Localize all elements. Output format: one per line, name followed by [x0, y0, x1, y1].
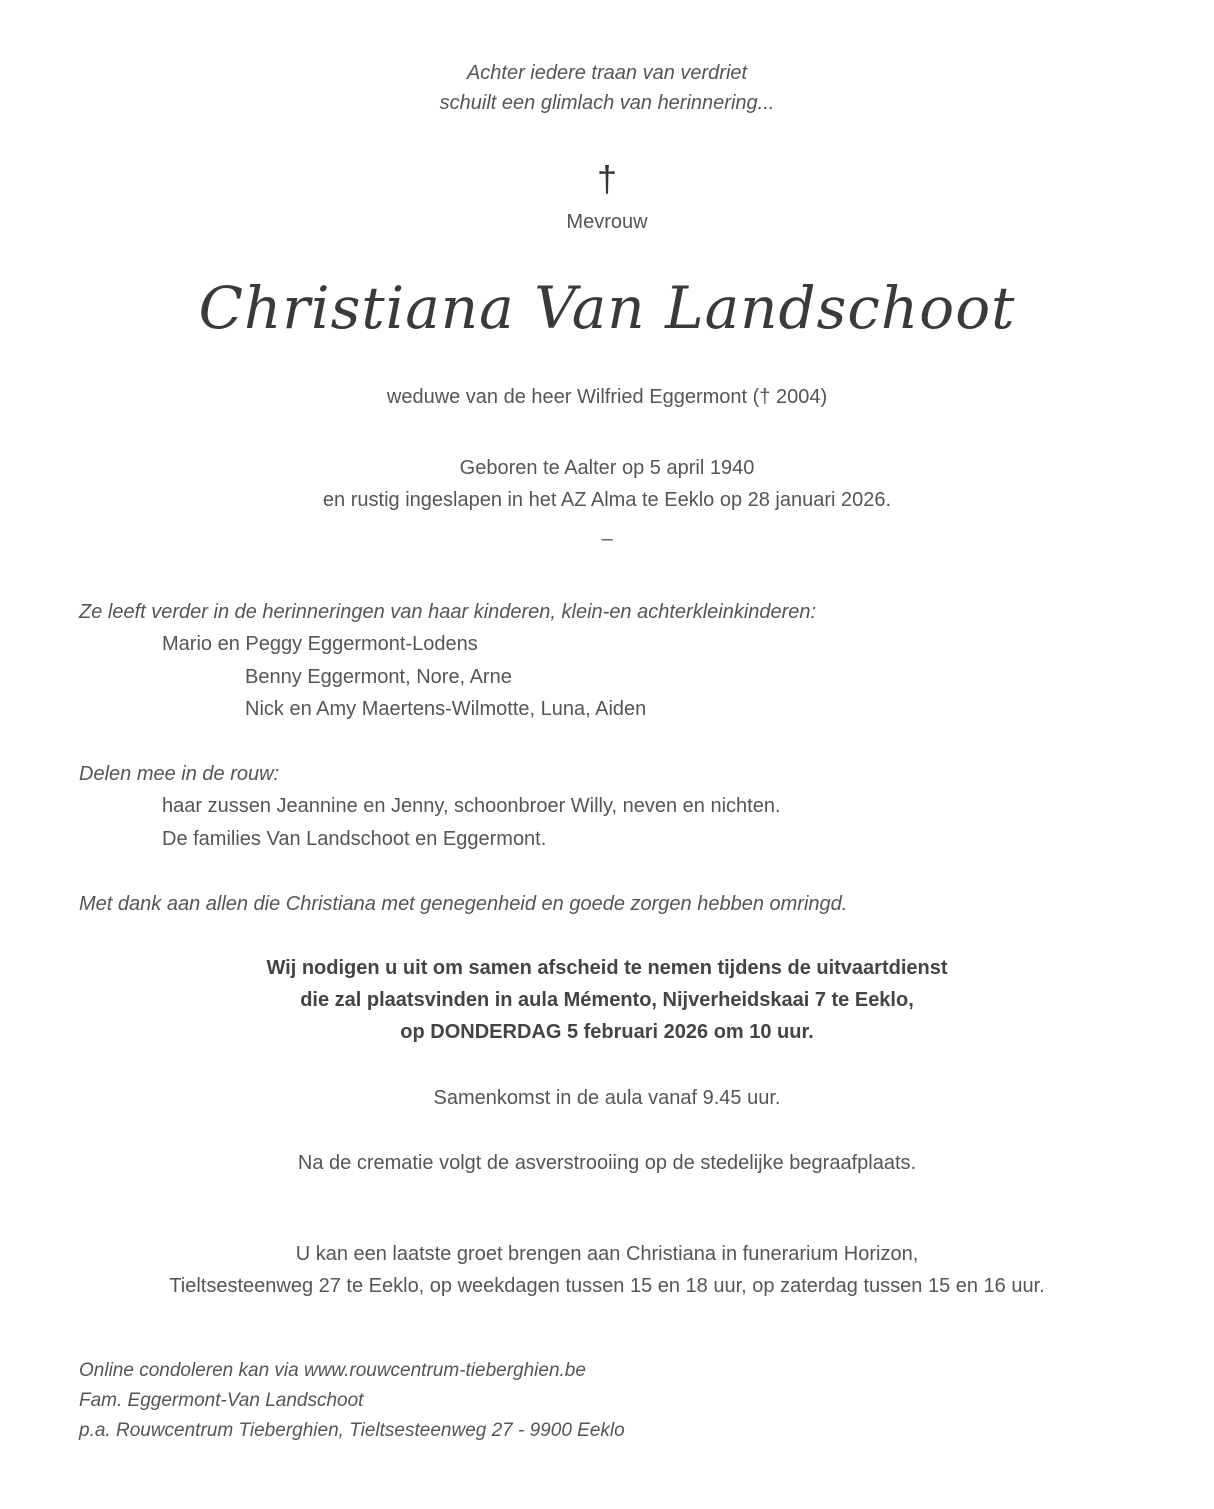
- footer: [79, 1356, 625, 1446]
- child-line: Mario en Peggy Eggermont-Lodens: [162, 633, 478, 655]
- birth-line: Geboren te Aalter op 5 april 1940: [459, 457, 755, 479]
- family-line: Fam. Eggermont-Van Landschoot: [79, 1390, 364, 1411]
- widow-line: weduwe van de heer Wilfried Eggermont († 2004): [386, 386, 828, 408]
- quote-line: Achter iedere traan van verdriet: [466, 62, 748, 84]
- thanks-line: Met dank aan allen die Christiana met genegenheid en goede zorgen hebben omringd.: [79, 893, 848, 915]
- death-line: en rustig ingeslapen in het AZ Alma te Eeklo op 28 januari 2026.: [322, 489, 892, 511]
- condolence-line: Online condoleren kan via www.rouwcentrum-tieberghien.be: [79, 1360, 586, 1381]
- mourning-heading: Delen mee in de rouw:: [79, 763, 280, 785]
- cremation-info: Na de crematie volgt de asverstrooiing op de stedelijke begraafplaats.: [297, 1152, 917, 1174]
- address-line: p.a. Rouwcentrum Tieberghien, Tieltsesteenweg 27 - 9900 Eeklo: [79, 1420, 625, 1441]
- visit-line: U kan een laatste groet brengen aan Christiana in funerarium Horizon,: [295, 1243, 919, 1265]
- quote-line: schuilt een glimlach van herinnering...: [439, 92, 775, 114]
- memories-heading: Ze leeft verder in de herinneringen van haar kinderen, klein-en achterkleinkinderen:: [79, 601, 817, 623]
- invitation-line: op DONDERDAG 5 februari 2026 om 10 uur.: [400, 1021, 814, 1043]
- visit-line: Tieltsesteenweg 27 te Eeklo, op weekdagen tussen 15 en 18 uur, op zaterdag tussen 15 en 16 uur.: [169, 1275, 1045, 1297]
- cross-icon: †: [596, 158, 618, 199]
- separator: –: [601, 528, 613, 550]
- deceased-name: Christiana Van Landschoot: [198, 274, 1016, 342]
- invitation-line: die zal plaatsvinden in aula Mémento, Nijverheidskaai 7 te Eeklo,: [300, 989, 914, 1011]
- mourning-line: haar zussen Jeannine en Jenny, schoonbroer Willy, neven en nichten.: [162, 795, 781, 817]
- birth-death-info: [0, 452, 1214, 516]
- opening-quote: [0, 58, 1214, 118]
- gathering-info: Samenkomst in de aula vanaf 9.45 uur.: [433, 1087, 781, 1109]
- invitation-line: Wij nodigen u uit om samen afscheid te nemen tijdens de uitvaartdienst: [266, 957, 948, 979]
- invitation: [0, 952, 1214, 1048]
- visit-info: [0, 1238, 1214, 1302]
- salutation: Mevrouw: [566, 211, 648, 233]
- grandchild-line: Nick en Amy Maertens-Wilmotte, Luna, Aiden: [245, 698, 647, 720]
- grandchild-line: Benny Eggermont, Nore, Arne: [245, 666, 512, 688]
- mourning-line: De families Van Landschoot en Eggermont.: [162, 828, 547, 850]
